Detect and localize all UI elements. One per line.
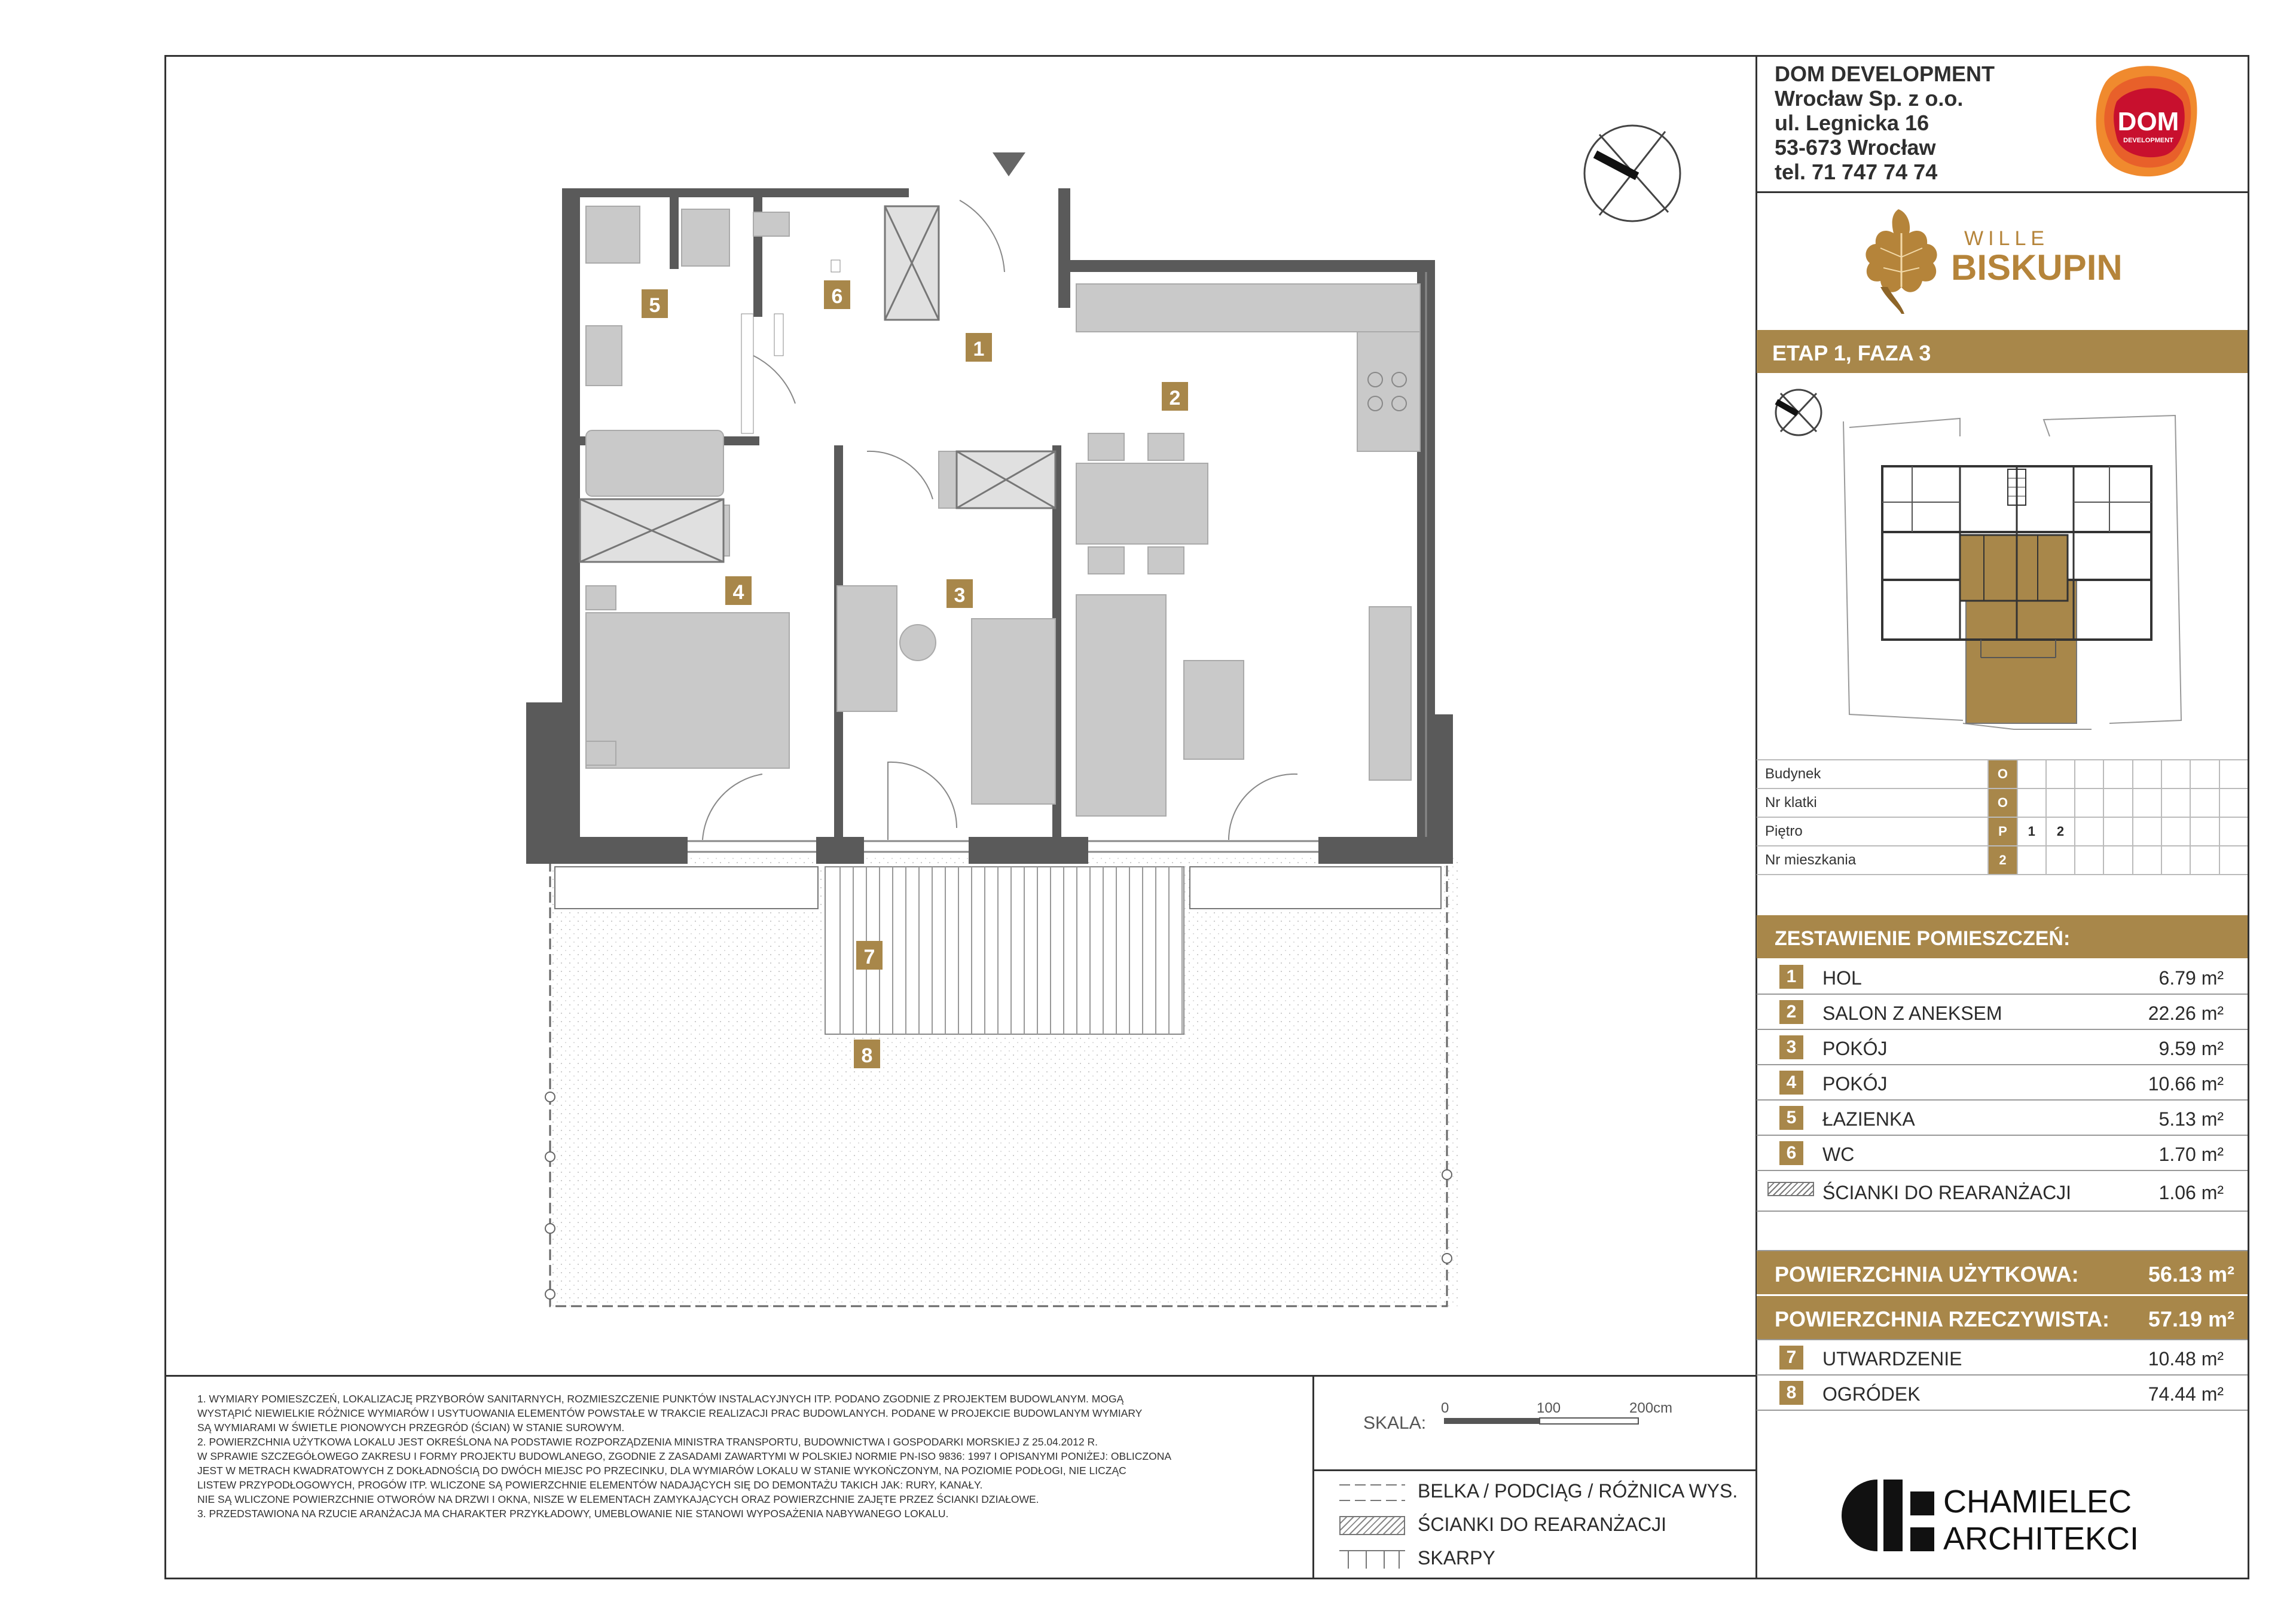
room-area: 9.59 m² (2158, 1038, 2224, 1059)
room-number: 2 (1779, 1000, 1803, 1024)
dom-development-logo (2093, 60, 2200, 185)
real-area-value: 57.19 m² (2148, 1307, 2234, 1331)
room-row (1757, 1030, 2248, 1065)
legend-row (1330, 1480, 1761, 1504)
room-area: 6.79 m² (2158, 967, 2224, 989)
note-line: WYSTĄPIĆ NIEWIELKIE RÓŻNICE WYMIARÓW I USYTUOWANIA ELEMENTÓW POWSTAŁE W TRAKCIE REALIZACJI PRAC BUDOWLANYCH. PODANE W PROJEKCIE BUDOWLANYM WYMIARY (197, 1407, 1143, 1419)
info-cell: 1 (2017, 817, 2046, 846)
info-cell: 2 (1988, 846, 2017, 875)
real-area-label: POWIERZCHNIA RZECZYWISTA: (1775, 1307, 2109, 1331)
room-label-text: 7 (863, 946, 875, 968)
room-name: HOL (1822, 967, 1862, 989)
room-label-text: 2 (1169, 387, 1181, 409)
legend-row (1330, 1514, 1761, 1538)
legend-row (1330, 1547, 1761, 1571)
usable-area-row (1757, 1251, 2248, 1296)
info-cell: O (1988, 760, 2017, 788)
info-label: Budynek (1757, 760, 1988, 788)
apartment-info-table (1757, 759, 2248, 875)
room-row (1757, 1065, 2248, 1101)
legend-text: SKARPY (1418, 1547, 1495, 1569)
info-row-floor (1757, 817, 2248, 846)
etap-header: ETAP 1, FAZA 3 (1757, 330, 2248, 373)
room-row (1757, 1101, 2248, 1136)
slope-icon (1339, 1548, 1405, 1570)
oak-leaf-icon (1866, 209, 1937, 314)
room-area: 5.13 m² (2158, 1108, 2224, 1130)
legend-text: BELKA / PODCIĄG / RÓŻNICA WYS. (1418, 1480, 1738, 1502)
room-name: ŁAZIENKA (1822, 1108, 1915, 1130)
north-arrow-icon (1578, 120, 1686, 227)
room-label-text: 3 (954, 584, 966, 607)
architect-line2: ARCHITEKCI (1943, 1521, 2139, 1557)
room-number: 6 (1779, 1141, 1803, 1165)
info-row-apartment (1757, 846, 2248, 875)
key-plan (1757, 377, 2247, 738)
room-name: POKÓJ (1822, 1038, 1888, 1059)
usable-area-value: 56.13 m² (2148, 1262, 2234, 1286)
scale-tick: 0 (1441, 1400, 1449, 1416)
real-area-row (1757, 1296, 2248, 1340)
room-area: 74.44 m² (2148, 1383, 2224, 1405)
info-cell: O (1988, 788, 2017, 817)
room-name: SALON Z ANEKSEM (1822, 1002, 2002, 1024)
company-line: ul. Legnicka 16 (1775, 111, 1929, 135)
note-line: 2. POWIERZCHNIA UŻYTKOWA LOKALU JEST OKREŚLONA NA PODSTAWIE ROZPORZĄDZENIA MINISTRA TRANSPORTU, BUDOWNICTWA I GOSPODARKI MORSKIEJ Z 25.04.2012 R. (197, 1436, 1098, 1448)
room-label-text: 4 (732, 581, 744, 604)
room-row (1757, 995, 2248, 1030)
room-area: 10.66 m² (2148, 1073, 2224, 1095)
room-name: POKÓJ (1822, 1073, 1888, 1095)
room-name: WC (1822, 1144, 1855, 1165)
legend-text: ŚCIANKI DO REARANŻACJI (1418, 1514, 1667, 1535)
scale-tick: 100 (1537, 1400, 1561, 1416)
ledge (1190, 867, 1441, 909)
company-line: 53-673 Wrocław (1775, 135, 1936, 160)
note-line: SĄ WYMIARAMI W ŚWIETLE PIONOWYCH PRZEGRÓD (ŚCIAN) W STANIE SUROWYM. (197, 1422, 625, 1434)
room-row (1757, 1136, 2248, 1171)
room-area: 22.26 m² (2148, 1002, 2224, 1024)
legend (1330, 1471, 1761, 1578)
hatch-icon (1339, 1516, 1405, 1535)
header-divider (1757, 191, 2249, 193)
note-line: W SPRAWIE SZCZEGÓŁOWEGO ZAKRESU I FORMY PROJEKTU BUDOWLANEGO, ZGODNIE Z ZASADAMI ZAWARTYMI W POLSKIEJ NORMIE PN-ISO 9836: 1997 I OPISANYMI PONIŻEJ: OBLICZONA (197, 1450, 1172, 1462)
brand-top-text: WILLE (1964, 227, 2050, 250)
room-number: 3 (1779, 1035, 1803, 1059)
notes (197, 1392, 1274, 1521)
dom-logo-subtext: DEVELOPMENT (2123, 137, 2173, 144)
company-line: Wrocław Sp. z o.o. (1775, 86, 1964, 111)
info-row-staircase (1757, 788, 2248, 817)
room-number: 8 (1779, 1381, 1803, 1405)
room-label-text: 6 (831, 285, 843, 308)
info-cell: P (1988, 817, 2017, 846)
scale-tick: 200cm (1629, 1400, 1673, 1416)
company-line: DOM DEVELOPMENT (1775, 62, 1995, 86)
room-name: UTWARDZENIE (1822, 1348, 1962, 1370)
room-number: 1 (1779, 965, 1803, 989)
room-row-scianki (1757, 1171, 2248, 1212)
outdoor-row (1757, 1340, 2248, 1376)
room-label-text: 8 (861, 1044, 873, 1067)
floor-plan (526, 140, 1483, 1360)
dom-logo-text: DOM (2117, 107, 2179, 136)
notes-legend-divider (1312, 1375, 1314, 1579)
company-line: tel. 71 747 74 74 (1775, 160, 1938, 184)
entrance-arrow-icon (993, 152, 1025, 176)
room-number: 7 (1779, 1346, 1803, 1370)
room-row (1757, 959, 2248, 995)
room-label-text: 1 (973, 338, 985, 360)
note-line: 1. WYMIARY POMIESZCZEŃ, LOKALIZACJĘ PRZYBORÓW SANITARNYCH, ROZMIESZCZENIE PUNKTÓW INSTALACYJNYCH ITP. PODANO ZGODNIE Z PROJEKTEM BUDOWLANYM. MOGĄ (197, 1393, 1124, 1405)
scale-bar (1363, 1393, 1734, 1453)
architect-line1: CHAMIELEC (1943, 1484, 2132, 1520)
room-name: OGRÓDEK (1822, 1383, 1921, 1405)
usable-area-label: POWIERZCHNIA UŻYTKOWA: (1775, 1262, 2079, 1286)
notes-divider (164, 1375, 1756, 1377)
company-address (1775, 62, 1995, 184)
note-line: 3. PRZEDSTAWIONA NA RZUCIE ARANŻACJA MA CHARAKTER PRZYKŁADOWY, UMEBLOWANIE NIE STANOWI WYPOSAŻENIA NABYWANEGO LOKALU. (197, 1508, 949, 1520)
note-line: LISTEW PRZYPODŁOGOWYCH, PROGÓW ITP. WLICZONE SĄ POWIERZCHNIE ELEMENTÓW NADAJĄCYCH SIĘ DO DEMONTAŻU TAKICH JAK: RURY, KANAŁY. (197, 1479, 983, 1491)
ledge (555, 867, 818, 909)
wardrobes (580, 206, 1055, 562)
room-label-text: 5 (649, 294, 661, 317)
scale-label: SKALA: (1363, 1413, 1427, 1433)
room-area: 10.48 m² (2148, 1348, 2224, 1370)
note-line: NIE SĄ WLICZONE POWIERZCHNIE OTWORÓW NA DRZWI I OKNA, NISZE W ELEMENTACH ZAMYKAJĄCYCH ORAZ POWIERZCHNIE ZAJĘTE PRZEZ ŚCIANKI DZIAŁOWE. (197, 1493, 1039, 1505)
room-area: 1.06 m² (2158, 1182, 2224, 1203)
brand-bottom-text: BISKUPIN (1951, 247, 2123, 288)
info-cell: 2 (2046, 817, 2075, 846)
hatch-swatch-icon (1767, 1182, 1814, 1196)
room-number: 5 (1779, 1106, 1803, 1130)
key-plan-north-icon (1776, 390, 1821, 435)
rooms-list (1757, 959, 2248, 1411)
info-label: Nr mieszkania (1757, 846, 1988, 875)
room-number: 4 (1779, 1071, 1803, 1095)
note-line: JEST W METRACH KWADRATOWYCH Z DOKŁADNOŚCIĄ DO DWÓCH MIEJSC PO PRZECINKU, DLA WYMIARÓW LOKALU W STANIE WYKOŃCZONYM, NA POZIOMIE PODŁOGI, NIE LICZĄC (197, 1465, 1126, 1477)
info-row-building (1757, 760, 2248, 788)
info-label: Piętro (1757, 817, 1988, 846)
room-name: ŚCIANKI DO REARANŻACJI (1822, 1182, 2072, 1203)
info-label: Nr klatki (1757, 788, 1988, 817)
room-area: 1.70 m² (2158, 1144, 2224, 1165)
rooms-summary-header: ZESTAWIENIE POMIESZCZEŃ: (1757, 915, 2248, 958)
wille-biskupin-logo (1845, 197, 2123, 317)
outdoor-row (1757, 1376, 2248, 1411)
dashed-line-icon (1339, 1483, 1405, 1503)
chamielec-architekci-logo (1842, 1477, 2176, 1566)
